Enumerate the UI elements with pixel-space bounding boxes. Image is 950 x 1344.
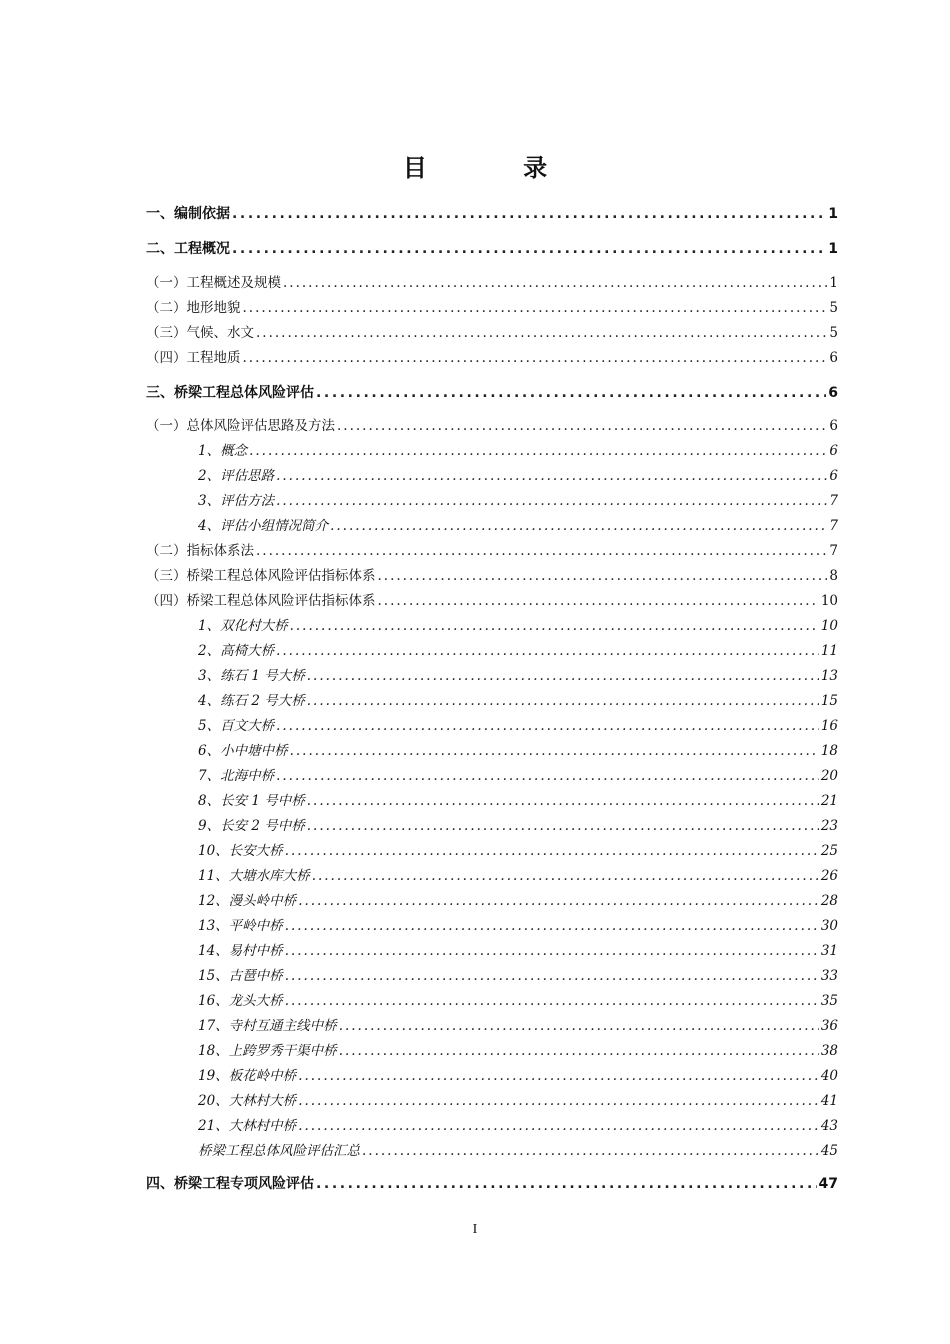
- toc-entry-page: 5: [829, 325, 838, 341]
- dot-leader: [290, 739, 819, 763]
- toc-title: 目 录: [402, 154, 592, 182]
- toc-entry-label: 14、易村中桥: [198, 943, 283, 959]
- toc-entry-label: 15、古琶中桥: [198, 968, 283, 984]
- toc-entry[interactable]: [146, 839, 838, 863]
- toc-entry[interactable]: [146, 271, 838, 295]
- toc-entry-page: 10: [820, 618, 838, 634]
- toc-entry-page: 6: [829, 468, 838, 484]
- toc-entry[interactable]: [146, 489, 838, 513]
- toc-entry-label: 8、长安 1 号中桥: [198, 793, 305, 809]
- dot-leader: [298, 1064, 819, 1088]
- toc-entry-label: 2、评估思路: [198, 468, 275, 484]
- toc-entry-label: 1、概念: [198, 443, 248, 459]
- toc-entry-page: 45: [820, 1143, 838, 1159]
- toc-entry-page: 31: [820, 943, 838, 959]
- toc-entry-label: 3、练石 1 号大桥: [198, 668, 305, 684]
- dot-leader: [243, 296, 828, 320]
- toc-entry-page: 6: [829, 418, 838, 434]
- toc-entry[interactable]: [146, 989, 838, 1013]
- toc-entry-page: 26: [820, 868, 838, 884]
- toc-entry-page: 1: [828, 206, 838, 222]
- toc-entry-page: 21: [820, 793, 838, 809]
- dot-leader: [330, 514, 827, 538]
- toc-entry[interactable]: [146, 464, 838, 488]
- dot-leader: [285, 989, 819, 1013]
- dot-leader: [298, 889, 819, 913]
- toc-entry-label: 4、评估小组情况简介: [198, 518, 329, 534]
- toc-entry-label: 20、大林村大桥: [198, 1093, 297, 1109]
- toc-entry[interactable]: [146, 964, 838, 988]
- dot-leader: [276, 714, 819, 738]
- toc-entry-label: 12、漫头岭中桥: [198, 893, 297, 909]
- dot-leader: [339, 1014, 819, 1038]
- dot-leader: [307, 814, 819, 838]
- dot-leader: [312, 864, 819, 888]
- toc-entry[interactable]: [146, 321, 838, 345]
- toc-entry[interactable]: [146, 689, 838, 713]
- toc-entry-page: 38: [820, 1043, 838, 1059]
- toc-entry[interactable]: [146, 296, 838, 320]
- toc-entry-page: 1: [828, 241, 838, 257]
- toc-entry-label: （三）气候、水文: [146, 325, 254, 341]
- dot-leader: [316, 1172, 817, 1196]
- toc-entry-label: 5、百文大桥: [198, 718, 275, 734]
- toc-entry-label: 18、上跨罗秀干渠中桥: [198, 1043, 337, 1059]
- dot-leader: [243, 346, 828, 370]
- toc-entry[interactable]: [146, 539, 838, 563]
- toc-entry-label: （四）桥梁工程总体风险评估指标体系: [146, 593, 376, 609]
- dot-leader: [307, 664, 819, 688]
- toc-entry-label: （四）工程地质: [146, 350, 241, 366]
- dot-leader: [307, 789, 819, 813]
- dot-leader: [378, 564, 828, 588]
- table-of-contents: [146, 0, 838, 1344]
- toc-entry-page: 43: [820, 1118, 838, 1134]
- toc-entry-page: 15: [820, 693, 838, 709]
- toc-entry[interactable]: [146, 614, 838, 638]
- dot-leader: [256, 321, 827, 345]
- toc-entry-page: 7: [829, 493, 838, 509]
- toc-entry-label: （一）工程概述及规模: [146, 275, 281, 291]
- toc-entry-label: 4、练石 2 号大桥: [198, 693, 305, 709]
- toc-entry[interactable]: [146, 939, 838, 963]
- toc-entry-page: 28: [820, 893, 838, 909]
- toc-entry-page: 6: [829, 443, 838, 459]
- toc-entry-page: 33: [820, 968, 838, 984]
- dot-leader: [276, 764, 819, 788]
- dot-leader: [316, 381, 826, 405]
- toc-entry-special-risk[interactable]: [146, 1172, 838, 1196]
- toc-entry[interactable]: [146, 1139, 838, 1163]
- toc-entry-page: 25: [820, 843, 838, 859]
- toc-entry-label: （三）桥梁工程总体风险评估指标体系: [146, 568, 376, 584]
- dot-leader: [232, 202, 826, 226]
- toc-entry-page: 8: [829, 568, 838, 584]
- toc-entry-label: （二）地形地貌: [146, 300, 241, 316]
- toc-entry[interactable]: [146, 514, 838, 538]
- toc-entry[interactable]: [146, 639, 838, 663]
- toc-entry-page: 7: [829, 518, 838, 534]
- toc-entry[interactable]: [146, 714, 838, 738]
- dot-leader: [285, 939, 819, 963]
- dot-leader: [339, 1039, 819, 1063]
- toc-entry-label: 9、长安 2 号中桥: [198, 818, 305, 834]
- toc-entry-compilation-basis[interactable]: [146, 202, 838, 226]
- toc-entry[interactable]: [146, 564, 838, 588]
- toc-entry-label: 一、编制依据: [146, 206, 230, 222]
- dot-leader: [307, 689, 819, 713]
- toc-entry-label: 16、龙头大桥: [198, 993, 283, 1009]
- toc-entry-page: 20: [820, 768, 838, 784]
- toc-entry-label: 19、板花岭中桥: [198, 1068, 297, 1084]
- dot-leader: [362, 1139, 819, 1163]
- dot-leader: [276, 464, 827, 488]
- toc-entry-page: 30: [820, 918, 838, 934]
- toc-entry-page: 5: [829, 300, 838, 316]
- dot-leader: [285, 964, 819, 988]
- toc-entry-label: 桥梁工程总体风险评估汇总: [198, 1143, 360, 1159]
- dot-leader: [298, 1089, 819, 1113]
- toc-entry[interactable]: [146, 1089, 838, 1113]
- toc-entry[interactable]: [146, 789, 838, 813]
- toc-entry-page: 10: [820, 593, 838, 609]
- toc-entry[interactable]: [146, 739, 838, 763]
- dot-leader: [290, 614, 819, 638]
- page-number: I: [472, 1222, 478, 1237]
- toc-entry-page: 6: [829, 350, 838, 366]
- dot-leader: [337, 414, 827, 438]
- toc-entry[interactable]: [146, 1114, 838, 1138]
- dot-leader: [276, 489, 827, 513]
- dot-leader: [378, 589, 819, 613]
- toc-entry[interactable]: [146, 1064, 838, 1088]
- toc-entry[interactable]: [146, 589, 838, 613]
- toc-entry-label: 二、工程概况: [146, 241, 230, 257]
- toc-entry-label: 10、长安大桥: [198, 843, 283, 859]
- dot-leader: [249, 439, 827, 463]
- toc-entry[interactable]: [146, 889, 838, 913]
- toc-entry[interactable]: [146, 914, 838, 938]
- toc-entry-page: 36: [820, 1018, 838, 1034]
- toc-entry-label: 四、桥梁工程专项风险评估: [146, 1176, 314, 1192]
- dot-leader: [232, 237, 826, 261]
- toc-entry-page: 7: [829, 543, 838, 559]
- toc-entry-page: 11: [820, 643, 838, 659]
- toc-entry-label: （二）指标体系法: [146, 543, 254, 559]
- toc-entry[interactable]: [146, 1014, 838, 1038]
- toc-entry[interactable]: [146, 414, 838, 438]
- toc-entry-label: 17、寺村互通主线中桥: [198, 1018, 337, 1034]
- toc-entry-label: （一）总体风险评估思路及方法: [146, 418, 335, 434]
- toc-entry-page: 41: [820, 1093, 838, 1109]
- toc-entry[interactable]: [146, 764, 838, 788]
- dot-leader: [285, 914, 819, 938]
- dot-leader: [256, 539, 827, 563]
- toc-entry-label: 21、大林村中桥: [198, 1118, 297, 1134]
- toc-entry-page: 6: [828, 385, 838, 401]
- toc-entry-label: 13、平岭中桥: [198, 918, 283, 934]
- toc-entry-label: 三、桥梁工程总体风险评估: [146, 385, 314, 401]
- toc-entry-page: 13: [820, 668, 838, 684]
- toc-entry-page: 35: [820, 993, 838, 1009]
- toc-entry-label: 3、评估方法: [198, 493, 275, 509]
- dot-leader: [276, 639, 819, 663]
- toc-entry-label: 6、小中塘中桥: [198, 743, 288, 759]
- toc-entry-label: 11、大塘水库大桥: [198, 868, 310, 884]
- toc-entry-overall-risk[interactable]: [146, 381, 838, 405]
- toc-entry-page: 1: [829, 275, 838, 291]
- toc-entry[interactable]: [146, 346, 838, 370]
- toc-entry-page: 23: [820, 818, 838, 834]
- dot-leader: [298, 1114, 819, 1138]
- toc-entry[interactable]: [146, 814, 838, 838]
- toc-entry-label: 2、高椅大桥: [198, 643, 275, 659]
- toc-entry-page: 40: [820, 1068, 838, 1084]
- dot-leader: [283, 271, 827, 295]
- dot-leader: [285, 839, 819, 863]
- toc-entry[interactable]: [146, 664, 838, 688]
- toc-entry-page: 18: [820, 743, 838, 759]
- toc-entry[interactable]: [146, 1039, 838, 1063]
- toc-entry-project-overview[interactable]: [146, 237, 838, 261]
- toc-entry[interactable]: [146, 864, 838, 888]
- toc-entry[interactable]: [146, 439, 838, 463]
- toc-entry-label: 1、双化村大桥: [198, 618, 288, 634]
- toc-entry-page: 16: [820, 718, 838, 734]
- toc-entry-label: 7、北海中桥: [198, 768, 275, 784]
- toc-entry-page: 47: [818, 1176, 838, 1192]
